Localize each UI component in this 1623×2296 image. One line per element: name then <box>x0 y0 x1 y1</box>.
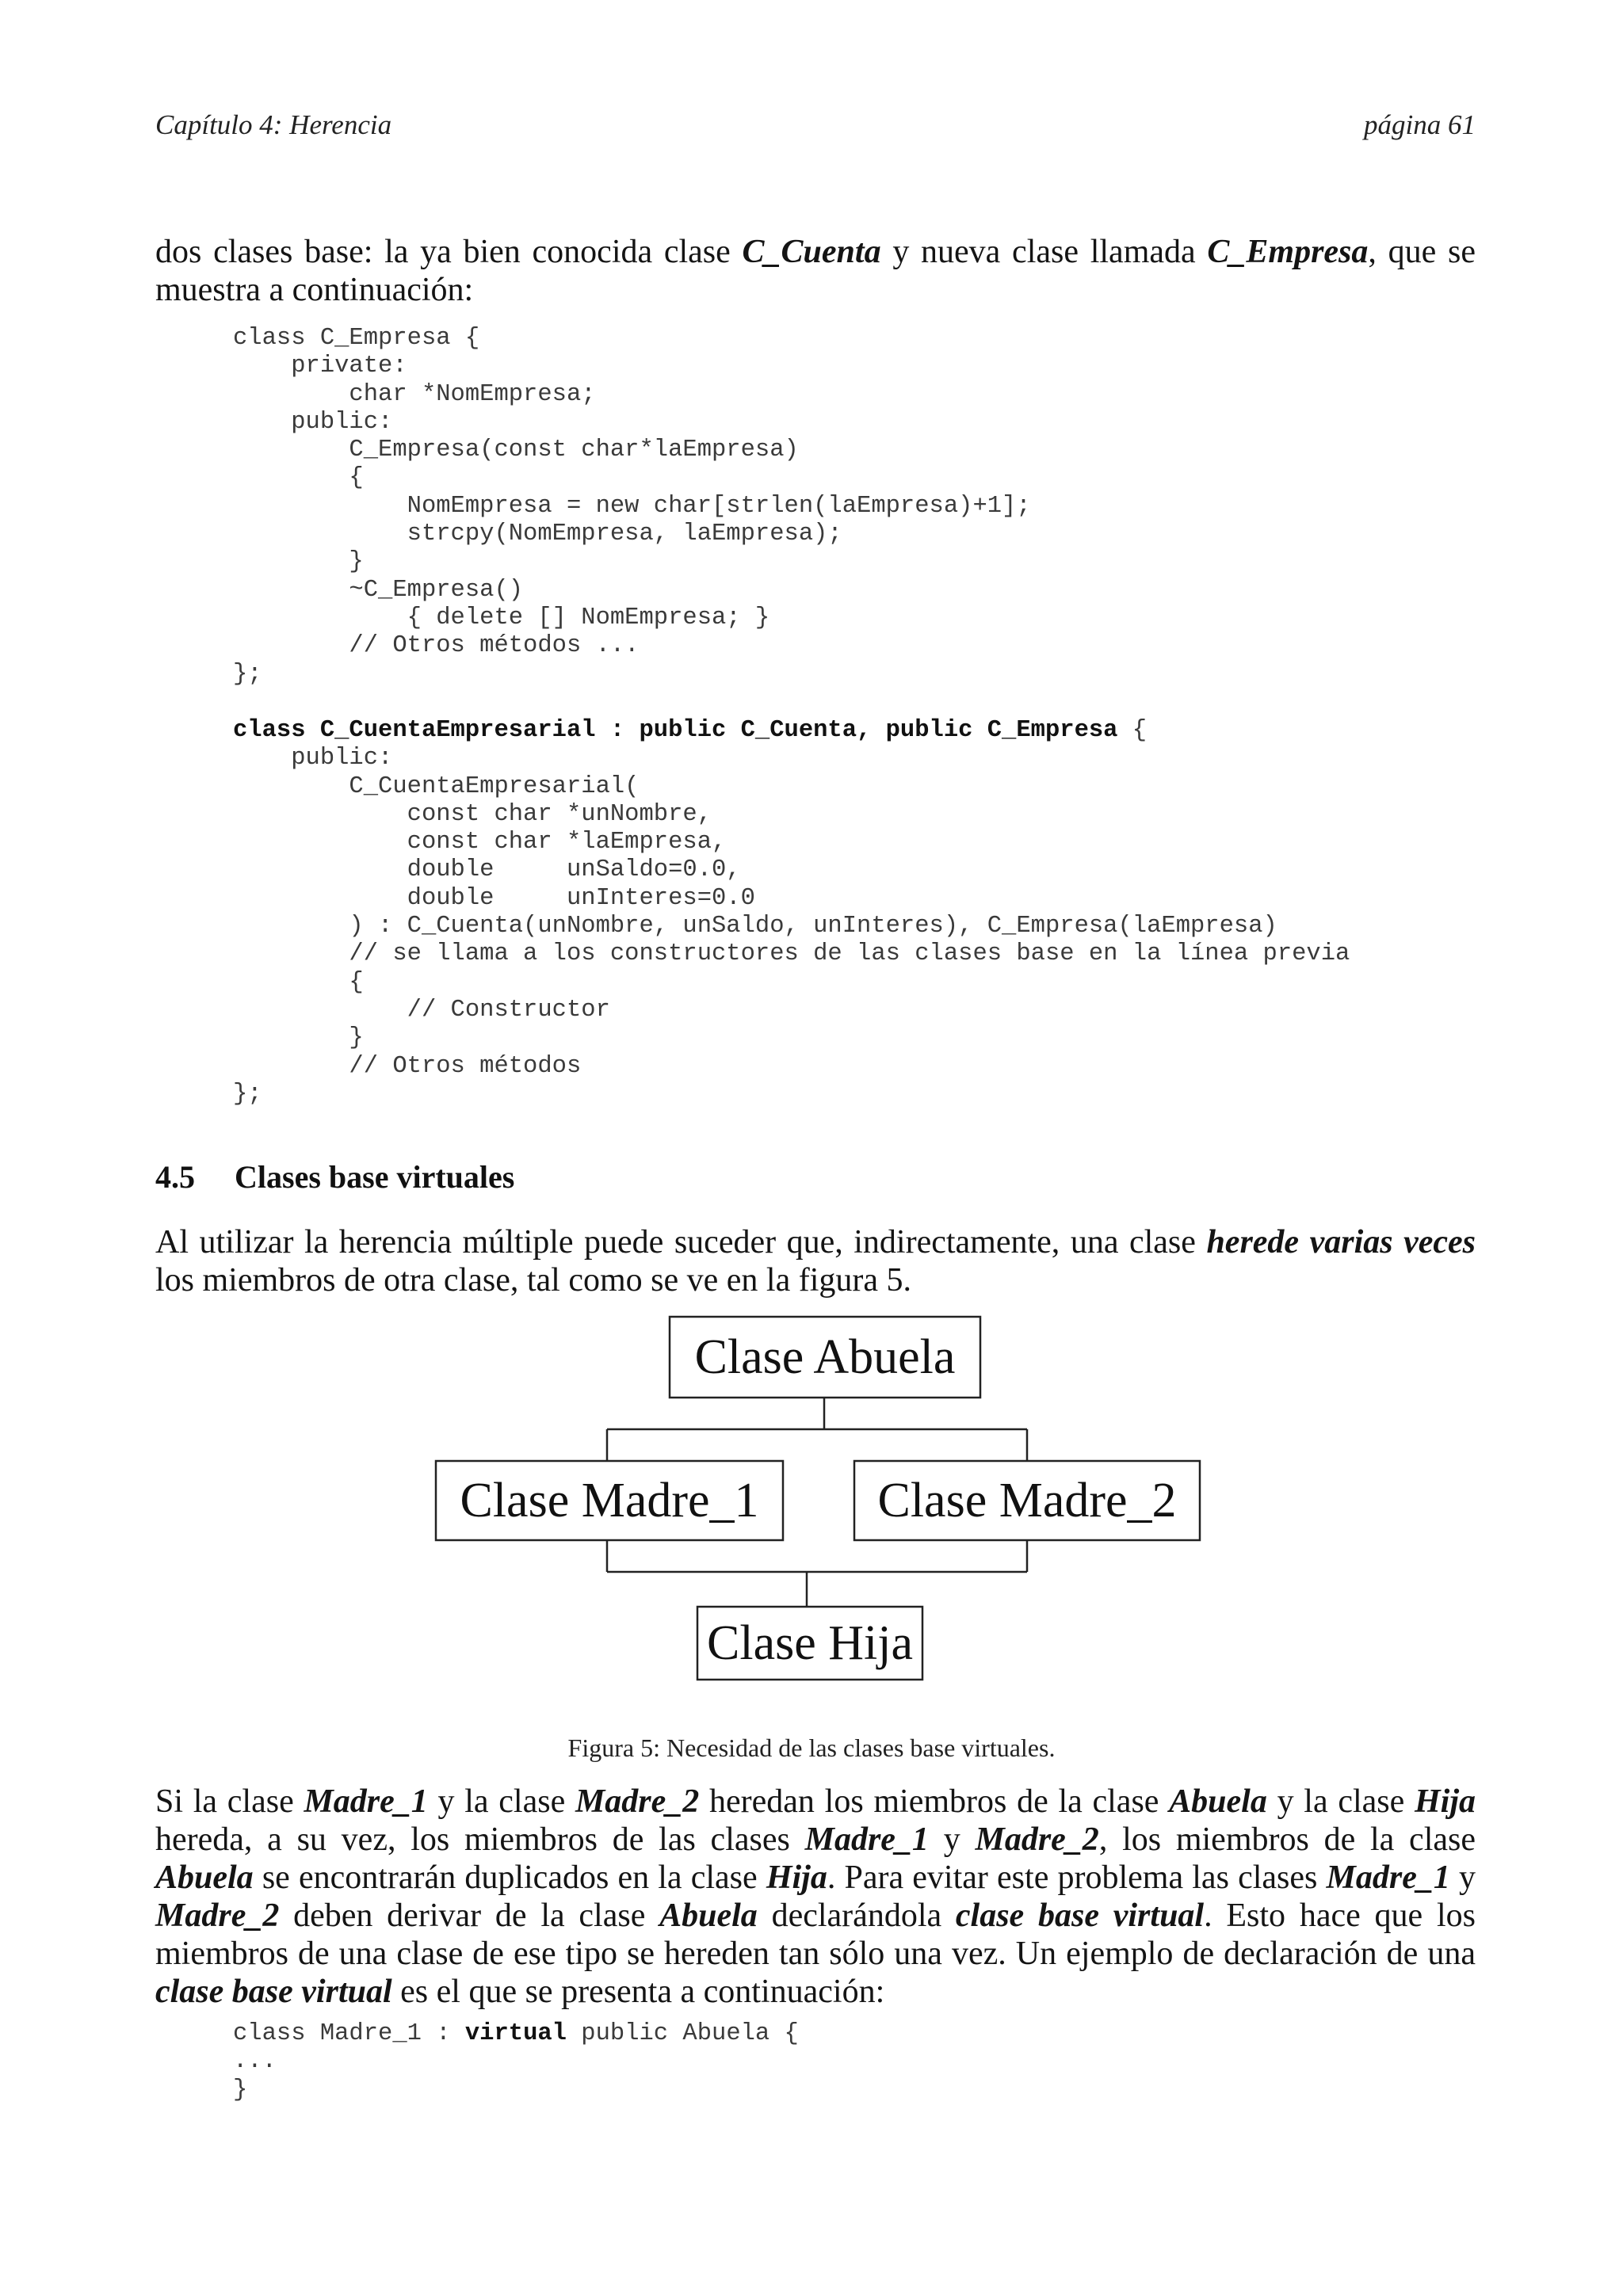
class-box-abuela <box>670 1317 980 1398</box>
code-line: class Madre_1 : <box>233 2020 465 2047</box>
code-line: }; <box>233 1080 262 1108</box>
code-keyword-virtual: virtual <box>464 2020 567 2047</box>
multiple-inheritance-paragraph <box>155 1223 1476 1299</box>
inheritance-diagram <box>428 1315 1205 1711</box>
code-line: ~C_Empresa() <box>233 576 524 604</box>
para-text: Al utilizar la herencia múltiple puede suceder que, indirectamente, una clase <box>155 1224 1207 1261</box>
class-box-madre-1-label: Clase Madre_1 <box>460 1474 759 1527</box>
code-line: double unInteres=0.0 <box>233 884 755 912</box>
emphasis-text: Madre_1 <box>804 1821 929 1858</box>
code-line: ... <box>233 2048 277 2076</box>
intro-text-2: y nueva clase llamada <box>880 234 1208 270</box>
para-text: declarándola <box>757 1897 956 1934</box>
class-box-madre-1 <box>436 1461 783 1540</box>
class-box-abuela-label: Clase Abuela <box>694 1330 956 1384</box>
emphasis-text: Madre_1 <box>1326 1859 1450 1896</box>
code-line: // Constructor <box>233 996 610 1024</box>
code-block-virtual-inheritance <box>233 2020 799 2104</box>
code-line: } <box>233 548 364 576</box>
code-line: char *NomEmpresa; <box>233 380 596 408</box>
intro-paragraph <box>155 233 1476 309</box>
emphasis-text: Madre_1 <box>304 1783 428 1820</box>
page-number: página 61 <box>1364 109 1476 140</box>
para-text: es el que se presenta a continuación: <box>391 1974 885 2010</box>
para-text: y <box>1449 1859 1476 1896</box>
emphasis-text: Hija <box>766 1859 827 1896</box>
code-line: C_CuentaEmpresarial( <box>233 772 640 800</box>
para-text: y la clase <box>427 1783 575 1820</box>
virtual-base-paragraph <box>155 1783 1476 2011</box>
para-text: . Esto hace que los miembros de una clase de ese tipo se hereden tan sólo una vez. Un ejemplo de declaración de una <box>155 1897 1476 1972</box>
intro-text-1: dos clases base: la ya bien conocida clase <box>155 234 743 270</box>
class-box-hija <box>697 1607 922 1680</box>
para-text: , los miembros de la clase <box>1098 1821 1476 1858</box>
code-line: strcpy(NomEmpresa, laEmpresa); <box>233 521 842 548</box>
code-line: }; <box>233 660 262 688</box>
section-title: Clases base virtuales <box>235 1159 515 1195</box>
para-text: Si la clase <box>155 1783 304 1820</box>
emphasis-text: Madre_2 <box>975 1821 1099 1858</box>
code-line: public: <box>233 745 393 772</box>
code-line: private: <box>233 353 407 380</box>
code-class-declaration: class C_CuentaEmpresarial : public C_Cuenta, public C_Empresa <box>233 717 1118 744</box>
code-line: } <box>233 2076 248 2103</box>
intro-text-3: , que se muestra a continuación: <box>155 234 1476 308</box>
emphasis-text: Madre_2 <box>155 1897 280 1934</box>
figure-caption: Figura 5: Necesidad de las clases base virtuales. <box>567 1733 1056 1762</box>
emphasis-text: herede varias veces <box>1206 1224 1476 1261</box>
class-name-c-cuenta: C_Cuenta <box>742 234 881 270</box>
class-box-madre-2 <box>854 1461 1200 1540</box>
emphasis-text: Abuela <box>155 1859 254 1896</box>
code-line: // se llama a los constructores de las clases base en la línea previa <box>233 940 1350 968</box>
code-line: // Otros métodos ... <box>233 632 640 660</box>
class-box-madre-2-label: Clase Madre_2 <box>877 1474 1177 1527</box>
code-line: C_Empresa(const char*laEmpresa) <box>233 437 799 464</box>
emphasis-text: Abuela <box>1169 1783 1267 1820</box>
code-line: // Otros métodos <box>233 1052 582 1080</box>
code-line: NomEmpresa = new char[strlen(laEmpresa)+1]; <box>233 492 1031 520</box>
code-block-c-cuenta-empresarial <box>233 717 1350 1108</box>
emphasis-text: clase base virtual <box>955 1897 1205 1934</box>
code-block-c-empresa <box>233 325 1031 688</box>
para-text: deben derivar de la clase <box>279 1897 660 1934</box>
para-text: se encontrarán duplicados en la clase <box>253 1859 766 1896</box>
para-text: . Para evitar este problema las clases <box>827 1859 1327 1896</box>
class-name-c-empresa: C_Empresa <box>1207 234 1369 270</box>
para-text: y la clase <box>1266 1783 1415 1820</box>
code-line: { <box>1117 717 1148 744</box>
code-line: public Abuela { <box>566 2020 799 2047</box>
section-heading <box>155 1158 514 1196</box>
code-line: { <box>233 968 364 996</box>
para-text: heredan los miembros de la clase <box>699 1783 1170 1820</box>
emphasis-text: Abuela <box>659 1897 758 1934</box>
code-line: const char *laEmpresa, <box>233 829 727 856</box>
section-number: 4.5 <box>155 1159 195 1195</box>
emphasis-text: clase base virtual <box>155 1974 392 2010</box>
para-text: hereda, a su vez, los miembros de las clases <box>155 1821 805 1858</box>
para-text: los miembros de otra clase, tal como se ve en la figura 5. <box>155 1262 912 1299</box>
code-line: public: <box>233 408 393 436</box>
code-line: } <box>233 1024 364 1052</box>
code-line: { delete [] NomEmpresa; } <box>233 604 770 631</box>
emphasis-text: Hija <box>1415 1783 1476 1820</box>
class-box-hija-label: Clase Hija <box>707 1616 913 1670</box>
code-line: double unSaldo=0.0, <box>233 856 741 884</box>
code-line: { <box>233 464 364 492</box>
para-text: y <box>928 1821 976 1858</box>
code-line: class C_Empresa { <box>233 325 480 352</box>
code-line: ) : C_Cuenta(unNombre, unSaldo, unInteres), C_Empresa(laEmpresa) <box>233 913 1277 940</box>
emphasis-text: Madre_2 <box>575 1783 700 1820</box>
chapter-header: Capítulo 4: Herencia <box>155 109 392 140</box>
code-line: const char *unNombre, <box>233 800 712 828</box>
